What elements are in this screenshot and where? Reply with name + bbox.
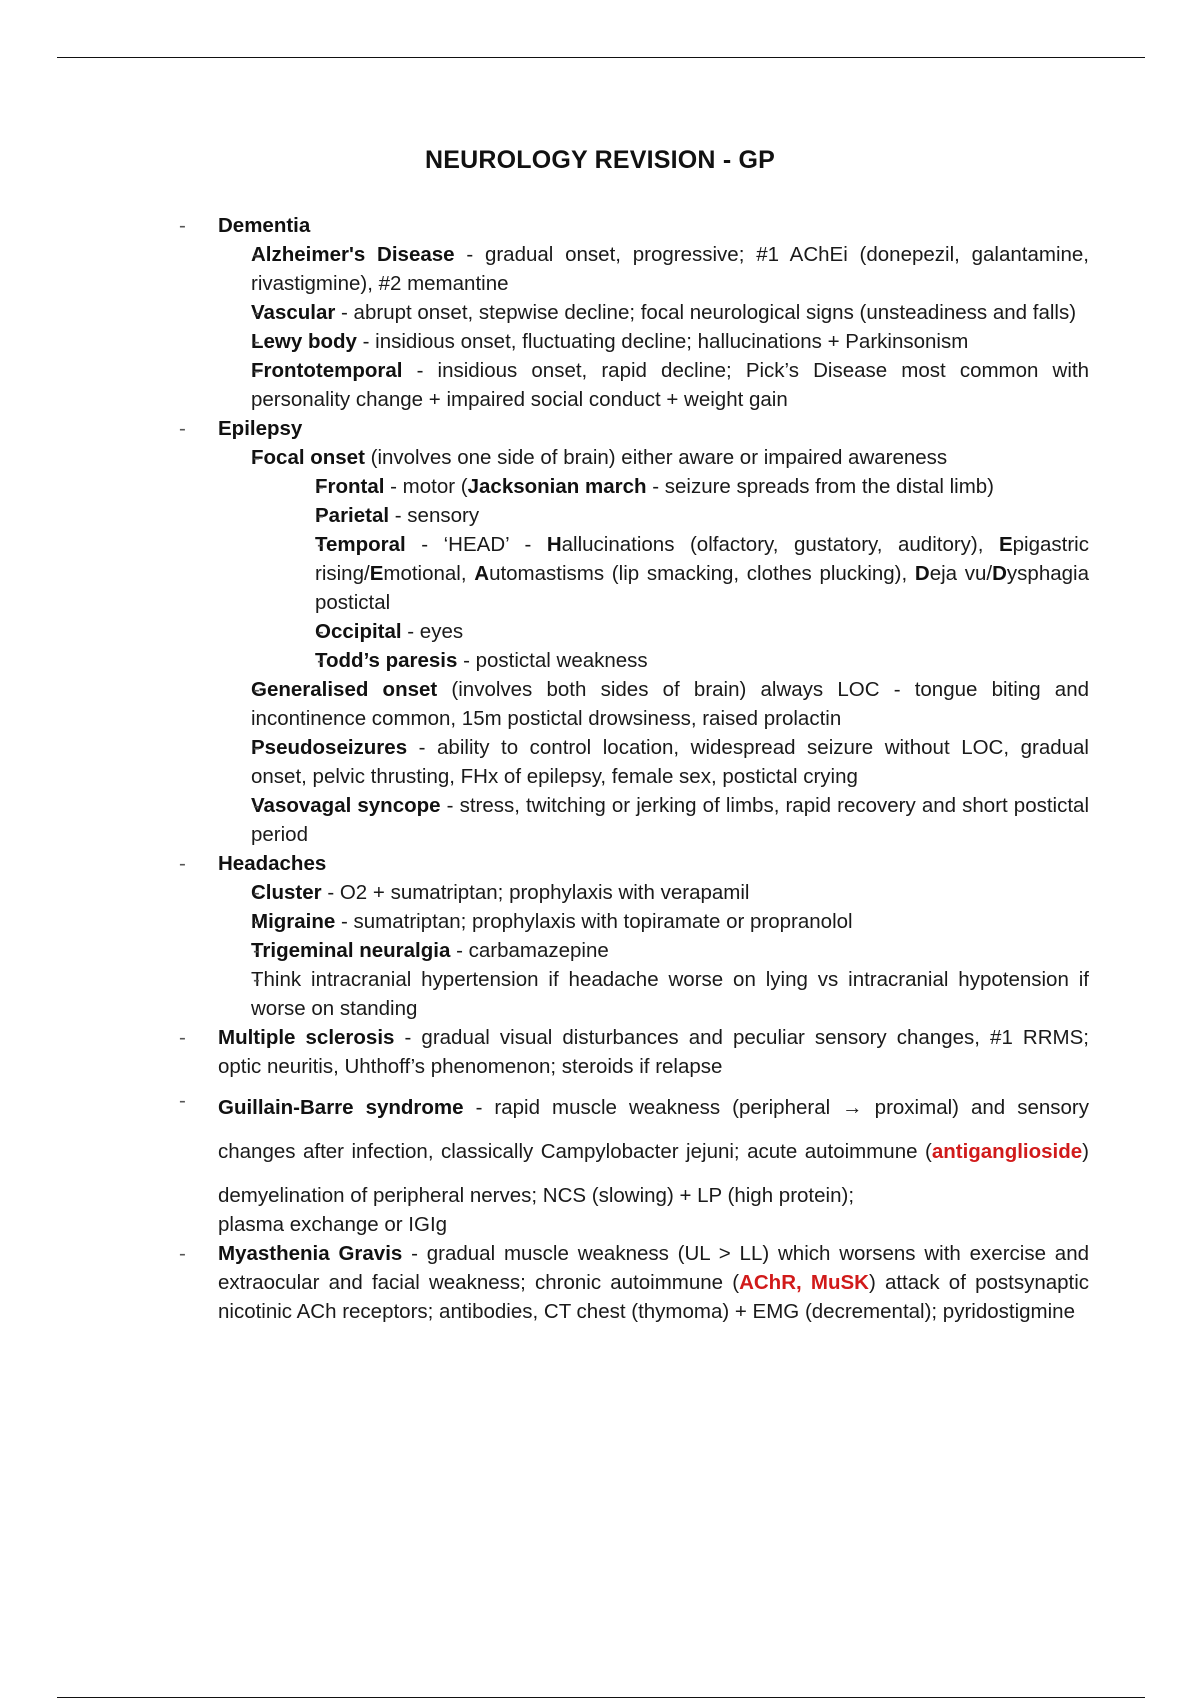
text: - gradual visual disturbances and peculiar sensory changes, #1 RRMS; optic neuritis, Uhthoff’s phenomenon; steroids if relapse (218, 1026, 1089, 1078)
mnemonic-letter: E (998, 533, 1013, 556)
text: eja vu/ (929, 562, 993, 585)
topic-heading: Epilepsy (218, 417, 303, 440)
mnemonic-letter: D (914, 562, 930, 585)
list-item (179, 472, 1089, 501)
mnemonic-letter: D (992, 562, 1007, 585)
text: ) attack of postsynaptic nicotinic ACh receptors; antibodies, CT chest (thymoma) + EMG (decremental); pyridostigmine (218, 1271, 1090, 1323)
list-item (179, 501, 1089, 530)
term: Multiple sclerosis (218, 1026, 395, 1049)
term: Lewy body (251, 330, 357, 353)
text: - carbamazepine (450, 939, 609, 962)
text: - stress, twitching or jerking of limbs, rapid recovery and short postictal period (251, 794, 1090, 846)
text: - insidious onset, rapid decline; Pick’s Disease most common with personality change + impaired social conduct + weight gain (251, 359, 1089, 411)
text: - O2 + sumatriptan; prophylaxis with verapamil (321, 881, 750, 904)
list-item (179, 617, 1089, 646)
notes-body (179, 211, 1089, 1326)
text: allucinations (olfactory, gustatory, auditory), (561, 533, 999, 556)
text: (involves both sides of brain) always LOC - tongue biting and incontinence common, 15m postictal drowsiness, raised prolactin (251, 678, 1090, 730)
term: Guillain-Barre syndrome (218, 1096, 464, 1119)
list-item (179, 733, 1089, 791)
list-item (179, 646, 1089, 675)
list-item (179, 356, 1089, 414)
list-item (179, 530, 1089, 617)
list-item (179, 240, 1089, 298)
term: Parietal (315, 504, 390, 527)
term: Migraine (251, 910, 336, 933)
text: - ability to control location, widespread seizure without LOC, gradual onset, pelvic thrusting, FHx of epilepsy, female sex, postictal crying (251, 736, 1089, 788)
term: Pseudoseizures (251, 736, 408, 759)
list-item (179, 907, 1089, 936)
topic-headaches (179, 849, 1089, 1023)
text: - seizure spreads from the distal limb) (646, 475, 995, 498)
text: pigastric rising/ (315, 533, 1089, 585)
text: - gradual muscle weakness (UL > LL) which worsens with exercise and extraocular and facial weakness; chronic autoimmune ( (218, 1242, 1090, 1294)
term: Occipital (315, 620, 402, 643)
topic-heading: Dementia (218, 214, 311, 237)
text: - ‘HEAD’ - (405, 533, 547, 556)
topic-dementia (179, 211, 1089, 414)
text: ysphagia postictal (315, 562, 1089, 614)
topic-epilepsy (179, 414, 1089, 849)
list-item (179, 675, 1089, 733)
text: (involves one side of brain) either aware or impaired awareness (364, 446, 948, 469)
subtopic-list (179, 240, 1089, 414)
term: Trigeminal neuralgia (251, 939, 451, 962)
list-item (179, 791, 1089, 849)
text: utomastisms (lip smacking, clothes plucking), (489, 562, 915, 585)
term: Myasthenia Gravis (218, 1242, 403, 1265)
topic-guillain-barre (179, 1086, 1089, 1239)
text: motional, (383, 562, 475, 585)
top-rule (57, 57, 1145, 58)
bottom-rule (57, 1697, 1145, 1698)
text: ) demyelination of peripheral nerves; NCS (slowing) + LP (high protein); (218, 1140, 1089, 1207)
term: Frontal (315, 475, 385, 498)
page-title: NEUROLOGY REVISION - GP (424, 146, 776, 174)
gbs-paragraph (218, 1096, 1089, 1207)
subtopic-list (179, 443, 1089, 849)
topic-multiple-sclerosis (179, 1023, 1089, 1081)
list-item (179, 965, 1089, 1023)
term: Alzheimer's Disease (251, 243, 455, 266)
mnemonic-letter: A (474, 562, 490, 585)
term: Todd’s paresis (315, 649, 458, 672)
topic-list (179, 211, 1089, 1326)
list-item (179, 878, 1089, 907)
text: plasma exchange or IGIg (218, 1213, 448, 1236)
term: Frontotemporal (251, 359, 403, 382)
term: Generalised onset (251, 678, 438, 701)
text: Think intracranial hypertension if headache worse on lying vs intracranial hypotension if worse on standing (251, 968, 1089, 1020)
text: - rapid muscle weakness (peripheral → proximal) and sensory changes after infection, classically Campylobacter jejuni; acute autoimmune ( (218, 1096, 1089, 1163)
text: - sensory (389, 504, 480, 527)
antibody-highlight: AChR, MuSK (739, 1271, 869, 1294)
list-item (179, 327, 1089, 356)
term: Focal onset (251, 446, 365, 469)
text: - insidious onset, fluctuating decline; hallucinations + Parkinsonism (356, 330, 969, 353)
list-item (179, 936, 1089, 965)
text: - sumatriptan; prophylaxis with topiramate or propranolol (335, 910, 853, 933)
text: - postictal weakness (457, 649, 648, 672)
mnemonic-letter: E (369, 562, 384, 585)
text: - gradual onset, progressive; #1 AChEi (donepezil, galantamine, rivastigmine), #2 memantine (251, 243, 1090, 295)
mnemonic-letter: H (546, 533, 562, 556)
text: - abrupt onset, stepwise decline; focal neurological signs (unsteadiness and falls) (335, 301, 1077, 324)
topic-myasthenia-gravis (179, 1239, 1089, 1326)
antibody-highlight: antiganglioside (931, 1140, 1083, 1163)
list-item (179, 443, 1089, 675)
term: Vascular (251, 301, 336, 324)
term: Cluster (251, 881, 322, 904)
term: Jacksonian march (467, 475, 647, 498)
focal-subtype-list (179, 472, 1089, 675)
term: Vasovagal syncope (251, 794, 441, 817)
text: - eyes (401, 620, 464, 643)
subtopic-list (179, 878, 1089, 1023)
text: - motor ( (384, 475, 468, 498)
term: Temporal (315, 533, 406, 556)
topic-heading: Headaches (218, 852, 327, 875)
list-item (179, 298, 1089, 327)
